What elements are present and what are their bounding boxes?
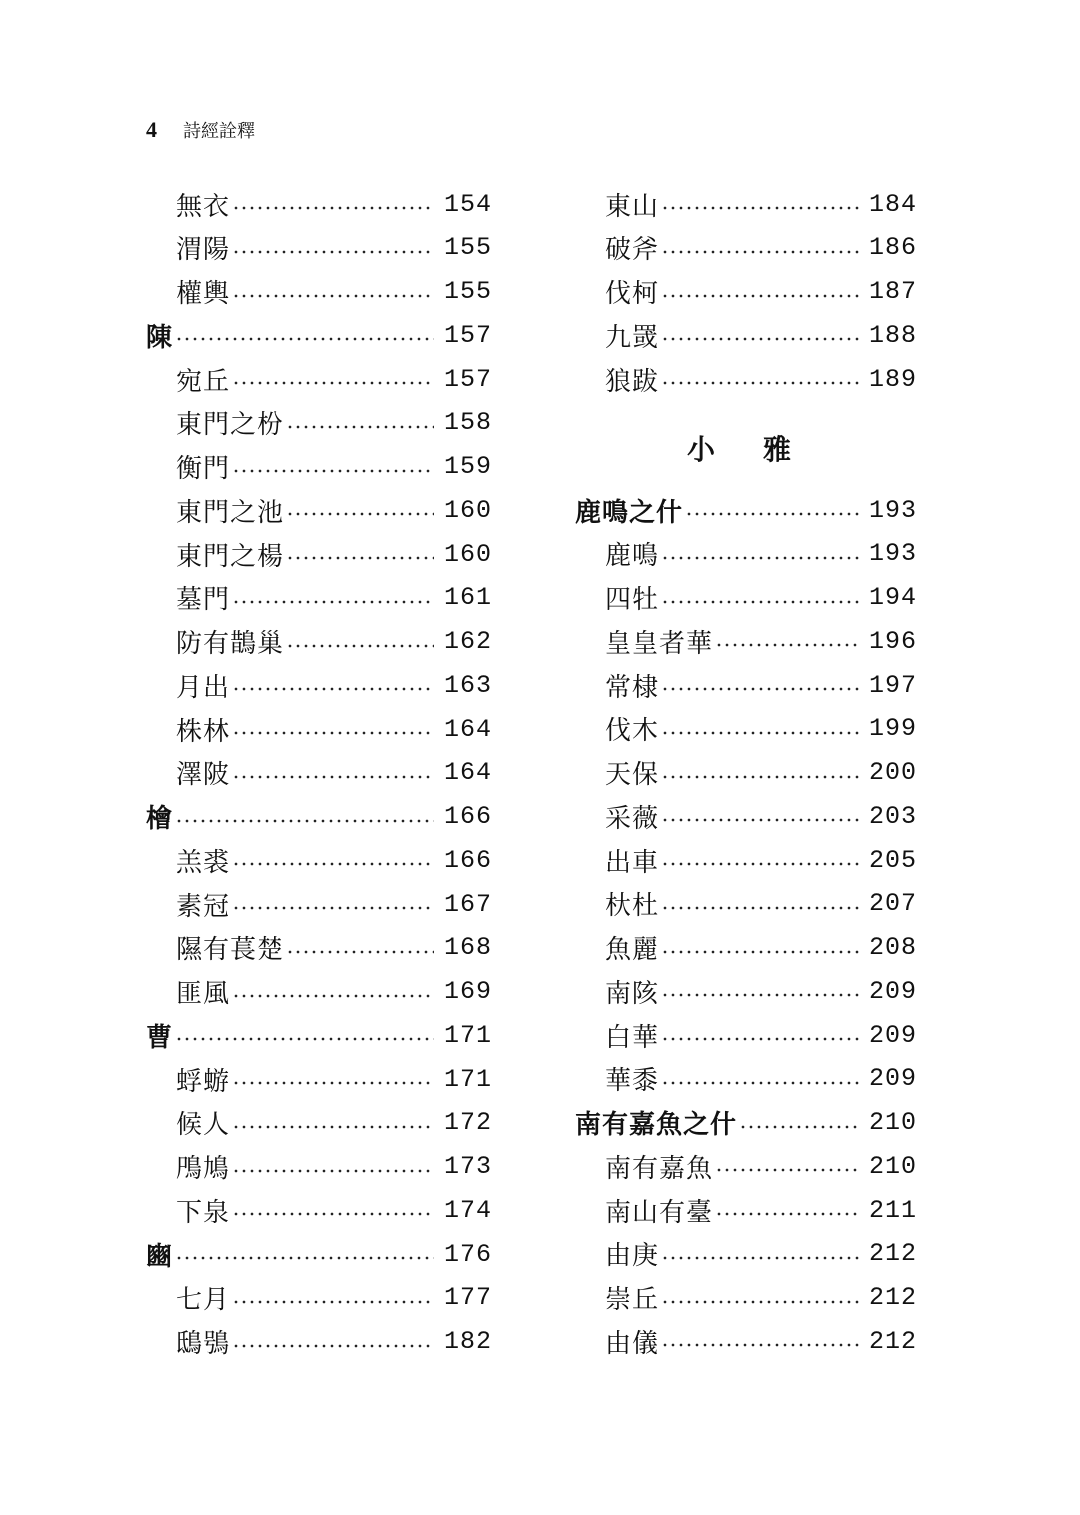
toc-entry-label: 九罭 (605, 322, 660, 353)
toc-entry[interactable] (146, 841, 492, 879)
toc-entry[interactable] (575, 710, 917, 748)
toc-entry-label: 崇丘 (605, 1285, 660, 1315)
toc-entry-label: 檜 (146, 804, 174, 834)
dot-leader (286, 643, 434, 649)
dot-leader (661, 1080, 859, 1086)
dot-leader (286, 424, 434, 430)
toc-entry[interactable] (575, 273, 917, 311)
dot-leader (232, 861, 434, 867)
dot-leader (232, 599, 434, 605)
toc-entry[interactable] (146, 360, 492, 398)
dot-leader (175, 336, 434, 342)
dot-leader (661, 730, 859, 736)
toc-entry-page-number: 166 (443, 845, 492, 875)
toc-entry[interactable] (575, 229, 917, 267)
toc-entry-page-number: 210 (868, 1108, 917, 1137)
book-title: 詩經詮釋 (183, 121, 255, 142)
toc-entry-label: 月出 (176, 672, 231, 703)
toc-entry-page-number: 171 (443, 1020, 492, 1050)
toc-entry[interactable] (575, 360, 917, 398)
toc-entry-page-number: 186 (868, 233, 917, 263)
toc-entry-label: 東門之楊 (176, 541, 285, 572)
toc-entry-page-number: 212 (868, 1326, 917, 1356)
toc-entry-page-number: 158 (443, 408, 492, 438)
dot-leader (661, 1342, 859, 1348)
toc-entry-page-number: 212 (868, 1283, 917, 1312)
toc-entry[interactable] (146, 491, 492, 529)
toc-entry[interactable] (575, 1235, 917, 1273)
toc-entry[interactable] (575, 1191, 917, 1229)
dot-leader (661, 1036, 859, 1042)
toc-entry[interactable] (575, 185, 917, 223)
dot-leader (661, 249, 859, 255)
dot-leader (661, 774, 859, 780)
toc-entry-page-number: 157 (443, 320, 492, 350)
toc-entry[interactable] (146, 535, 492, 573)
toc-entry[interactable] (146, 229, 492, 267)
dot-leader (232, 774, 434, 780)
toc-entry[interactable] (146, 1104, 492, 1142)
dot-leader (685, 511, 859, 517)
toc-entry-page-number: 209 (868, 1020, 917, 1050)
toc-entry[interactable] (146, 973, 492, 1011)
toc-entry-page-number: 173 (443, 1152, 492, 1181)
toc-entry[interactable] (146, 273, 492, 311)
running-head (146, 112, 255, 148)
toc-entry-page-number: 176 (443, 1239, 492, 1269)
toc-entry-label: 南山有臺 (605, 1197, 714, 1228)
toc-entry-label: 隰有萇楚 (176, 935, 285, 966)
dot-leader (661, 380, 859, 386)
toc-entry[interactable] (146, 579, 492, 617)
dot-leader (175, 1255, 434, 1261)
toc-entry-page-number: 210 (868, 1151, 917, 1181)
toc-entry-page-number: 163 (443, 670, 492, 700)
toc-entry[interactable] (575, 1322, 917, 1360)
toc-entry-label: 株林 (176, 716, 231, 747)
toc-entry-label: 渭陽 (176, 235, 231, 266)
toc-entry-label: 曹 (146, 1022, 174, 1053)
dot-leader (715, 1167, 859, 1173)
dot-leader (661, 905, 859, 911)
toc-entry-label: 羔裘 (176, 847, 231, 878)
toc-group-entry[interactable] (146, 1235, 492, 1273)
toc-entry-label: 杕杜 (605, 891, 660, 922)
toc-entry[interactable] (575, 841, 917, 879)
toc-entry-label: 豳 (146, 1241, 174, 1272)
toc-entry-label: 東山 (605, 191, 660, 222)
toc-entry-label: 白華 (605, 1022, 660, 1053)
toc-entry[interactable] (575, 929, 917, 967)
toc-entry-label: 鹿鳴之什 (575, 497, 684, 528)
toc-entry-label: 防有鵲巢 (176, 629, 285, 659)
dot-leader (232, 380, 434, 386)
toc-entry[interactable] (146, 185, 492, 223)
toc-entry-page-number: 188 (868, 320, 917, 350)
toc-entry-label: 墓門 (176, 585, 231, 616)
toc-entry-page-number: 193 (868, 495, 917, 525)
toc-entry[interactable] (575, 622, 917, 660)
dot-leader (661, 686, 859, 692)
dot-leader (232, 686, 434, 692)
toc-entry-page-number: 189 (868, 364, 917, 394)
toc-entry-page-number: 182 (443, 1327, 492, 1356)
toc-entry[interactable] (575, 885, 917, 923)
toc-entry-page-number: 168 (443, 933, 492, 963)
toc-entry-page-number: 212 (868, 1239, 917, 1269)
toc-entry-label: 由儀 (605, 1328, 660, 1359)
dot-leader (175, 1036, 434, 1042)
dot-leader (232, 468, 434, 474)
dot-leader (232, 205, 434, 211)
toc-entry-page-number: 166 (443, 802, 492, 831)
dot-leader (232, 730, 434, 736)
toc-entry-label: 常棣 (605, 672, 660, 703)
toc-entry[interactable] (575, 579, 917, 617)
toc-entry-label: 無衣 (176, 191, 231, 222)
toc-entry[interactable] (146, 623, 492, 661)
toc-entry-label: 權輿 (176, 279, 231, 309)
toc-entry-label: 天保 (605, 760, 660, 790)
toc-entry-label: 鴟鴞 (176, 1329, 231, 1359)
section-heading-xiaoya: 小雅 (686, 433, 839, 466)
dot-leader (661, 949, 859, 955)
dot-leader (232, 293, 434, 299)
dot-leader (715, 1211, 859, 1217)
toc-entry-label: 蜉蝣 (176, 1066, 231, 1097)
toc-entry[interactable] (575, 1147, 917, 1185)
toc-entry-label: 七月 (176, 1285, 231, 1316)
toc-entry-page-number: 196 (868, 626, 917, 656)
dot-leader (286, 555, 434, 561)
toc-entry-page-number: 174 (443, 1195, 492, 1225)
toc-entry-page-number: 177 (443, 1283, 492, 1313)
toc-entry-label: 狼跋 (605, 366, 660, 397)
toc-entry[interactable] (575, 535, 917, 573)
dot-leader (715, 642, 859, 648)
toc-entry-label: 衡門 (176, 454, 231, 484)
toc-group-entry[interactable] (575, 1104, 917, 1142)
toc-entry-label: 素冠 (176, 891, 231, 922)
toc-entry-label: 伐柯 (605, 279, 660, 309)
toc-entry-page-number: 207 (868, 889, 917, 919)
toc-entry-page-number: 209 (868, 976, 917, 1006)
dot-leader (661, 336, 859, 342)
toc-entry[interactable] (146, 1323, 492, 1361)
toc-entry-label: 華黍 (605, 1066, 660, 1097)
toc-entry[interactable] (575, 1279, 917, 1317)
toc-entry-label: 由庚 (605, 1241, 660, 1272)
toc-entry[interactable] (575, 797, 917, 835)
dot-leader (661, 1299, 859, 1305)
toc-entry-page-number: 160 (443, 539, 492, 569)
toc-entry-label: 宛丘 (176, 366, 231, 397)
dot-leader (232, 1124, 434, 1130)
dot-leader (286, 949, 434, 955)
toc-entry-label: 出車 (605, 847, 660, 878)
toc-group-entry[interactable] (146, 1016, 492, 1054)
toc-entry-label: 南有嘉魚 (605, 1153, 714, 1184)
toc-entry[interactable] (575, 666, 917, 704)
toc-group-entry[interactable] (146, 316, 492, 354)
dot-leader (739, 1124, 859, 1130)
toc-entry[interactable] (146, 929, 492, 967)
toc-entry-label: 南有嘉魚之什 (575, 1110, 738, 1140)
toc-entry-label: 東門之枌 (176, 410, 285, 441)
toc-entry-label: 破斧 (605, 235, 660, 266)
toc-entry[interactable] (146, 885, 492, 923)
dot-leader (661, 599, 859, 605)
dot-leader (232, 1299, 434, 1305)
toc-entry-label: 采薇 (605, 803, 660, 834)
toc-entry[interactable] (146, 754, 492, 792)
toc-entry-page-number: 160 (443, 495, 492, 525)
dot-leader (232, 1343, 434, 1349)
toc-entry-page-number: 197 (868, 670, 917, 700)
toc-entry-page-number: 155 (443, 233, 492, 263)
toc-entry-label: 候人 (176, 1110, 231, 1141)
dot-leader (232, 905, 434, 911)
toc-entry-label: 澤陂 (176, 760, 231, 791)
toc-entry-page-number: 200 (868, 758, 917, 787)
toc-entry-page-number: 205 (868, 845, 917, 875)
page-number: 4 (146, 117, 157, 142)
toc-entry-label: 魚麗 (605, 935, 660, 965)
dot-leader (232, 1168, 434, 1174)
toc-entry-label: 鳲鳩 (176, 1154, 231, 1184)
toc-entry[interactable] (146, 1060, 492, 1098)
toc-entry[interactable] (146, 710, 492, 748)
toc-entry-label: 下泉 (176, 1197, 231, 1228)
toc-entry-page-number: 211 (868, 1195, 917, 1225)
toc-entry[interactable] (146, 404, 492, 442)
toc-entry-label: 匪風 (176, 979, 231, 1009)
dot-leader (661, 555, 859, 561)
toc-group-entry[interactable] (575, 491, 917, 529)
toc-entry-label: 皇皇者華 (605, 628, 714, 659)
toc-entry-label: 東門之池 (176, 497, 285, 528)
toc-entry-page-number: 187 (868, 277, 917, 306)
toc-entry-page-number: 164 (443, 758, 492, 788)
toc-entry-page-number: 184 (868, 189, 917, 219)
dot-leader (661, 861, 859, 867)
dot-leader (232, 1080, 434, 1086)
toc-entry-page-number: 203 (868, 801, 917, 831)
toc-entry-page-number: 193 (868, 539, 917, 569)
toc-entry[interactable] (146, 1279, 492, 1317)
toc-entry-page-number: 169 (443, 977, 492, 1006)
dot-leader (661, 205, 859, 211)
toc-entry-page-number: 171 (443, 1064, 492, 1094)
dot-leader (175, 818, 434, 824)
toc-entry[interactable] (575, 1016, 917, 1054)
toc-entry[interactable] (575, 754, 917, 792)
toc-entry-page-number: 154 (443, 189, 492, 219)
toc-entry[interactable] (575, 316, 917, 354)
dot-leader (232, 993, 434, 999)
dot-leader (661, 992, 859, 998)
toc-entry-page-number: 164 (443, 714, 492, 744)
toc-entry-label: 四牡 (605, 585, 660, 615)
toc-entry[interactable] (146, 1191, 492, 1229)
toc-entry-page-number: 209 (868, 1064, 917, 1094)
dot-leader (232, 1211, 434, 1217)
toc-entry-page-number: 162 (443, 627, 492, 656)
toc-entry-page-number: 172 (443, 1108, 492, 1138)
toc-entry[interactable] (575, 1060, 917, 1098)
toc-entry-page-number: 167 (443, 889, 492, 919)
toc-entry[interactable] (146, 1148, 492, 1186)
toc-entry-label: 陳 (146, 322, 174, 353)
toc-entry-label: 南陔 (605, 978, 660, 1009)
dot-leader (232, 249, 434, 255)
toc-entry[interactable] (146, 448, 492, 486)
toc-entry[interactable] (575, 972, 917, 1010)
dot-leader (661, 293, 859, 299)
toc-entry-page-number: 161 (443, 583, 492, 613)
toc-group-entry[interactable] (146, 798, 492, 836)
toc-entry-label: 鹿鳴 (605, 541, 660, 572)
toc-entry[interactable] (146, 666, 492, 704)
toc-entry-page-number: 199 (868, 714, 917, 744)
dot-leader (661, 817, 859, 823)
dot-leader (661, 1255, 859, 1261)
toc-entry-page-number: 159 (443, 452, 492, 481)
toc-entry-label: 伐木 (605, 716, 660, 747)
dot-leader (286, 511, 434, 517)
toc-entry-page-number: 155 (443, 277, 492, 306)
toc-entry-page-number: 208 (868, 933, 917, 962)
toc-entry-page-number: 194 (868, 583, 917, 612)
toc-entry-page-number: 157 (443, 364, 492, 394)
